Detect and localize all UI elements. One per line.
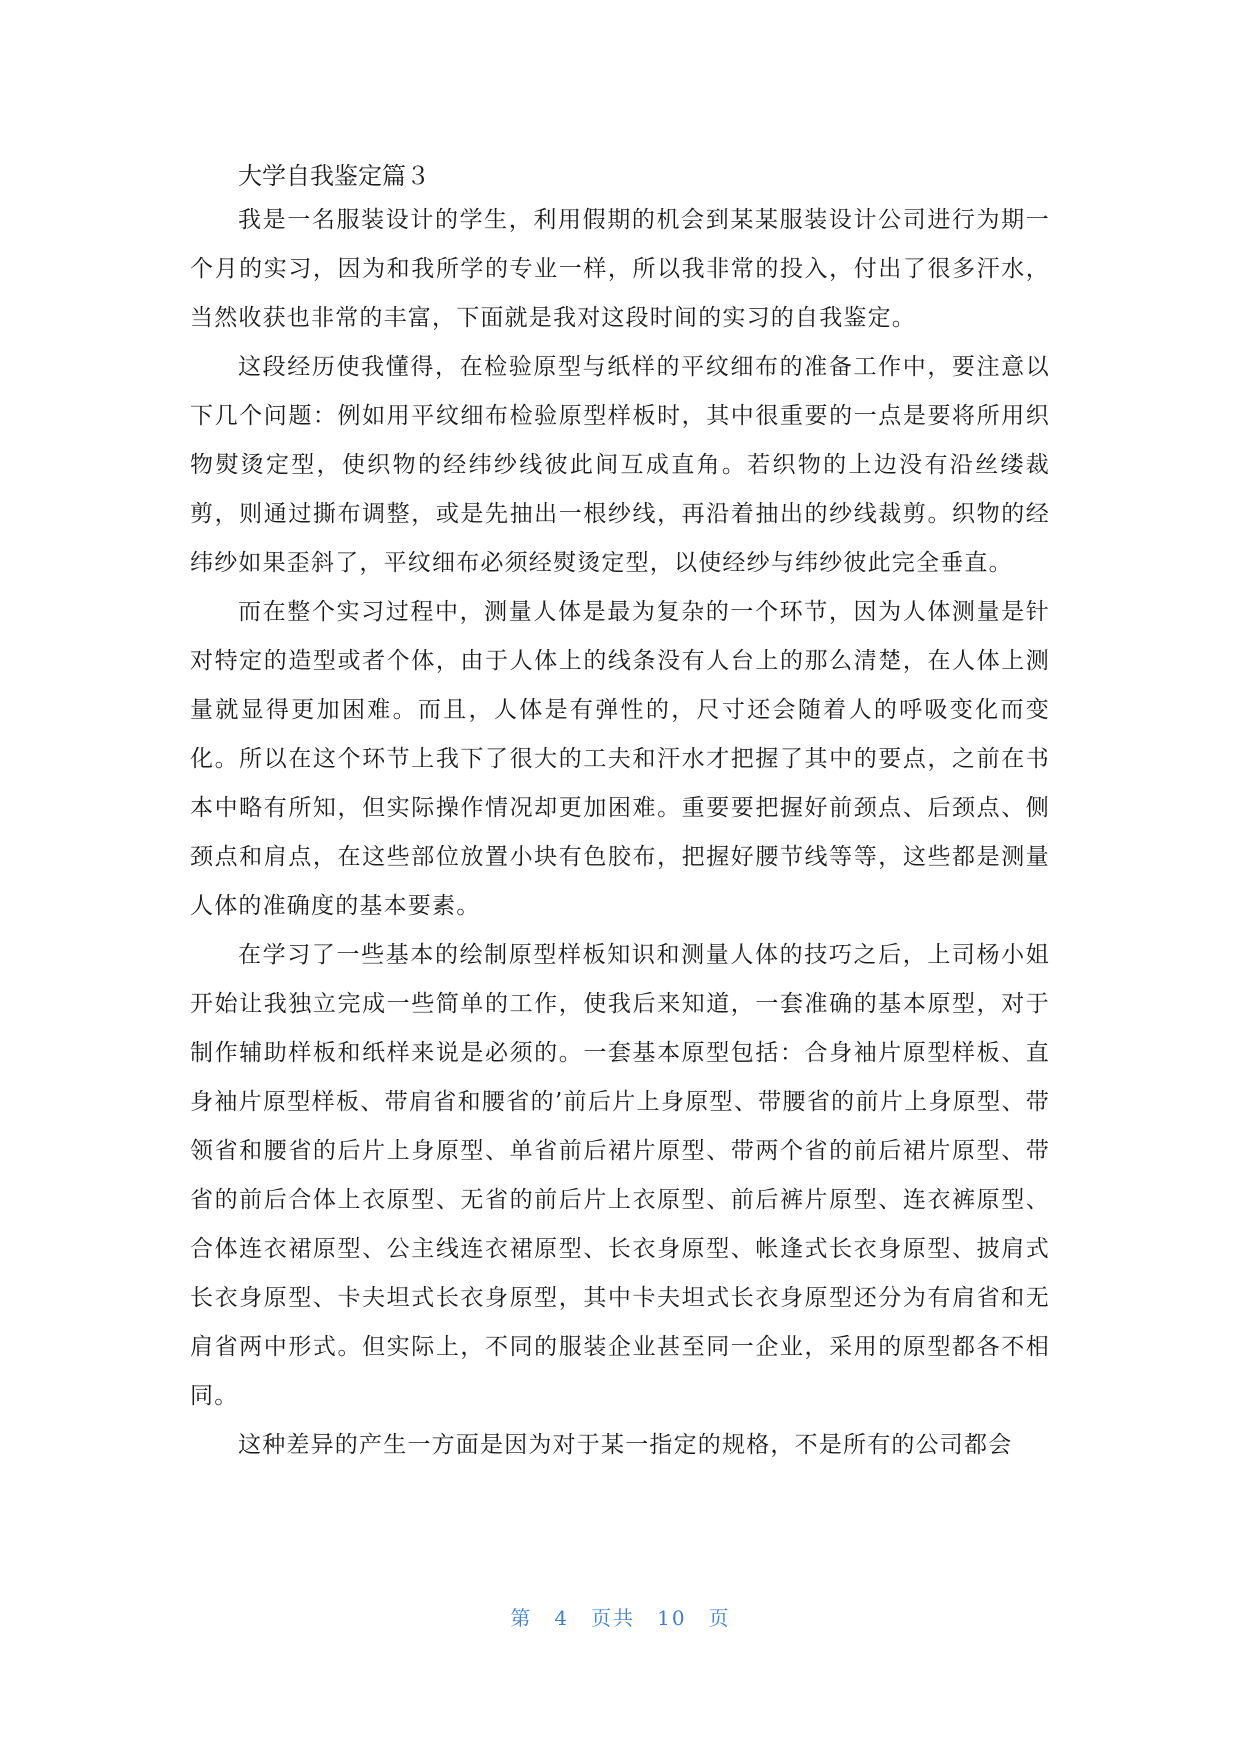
document-body	[190, 160, 1050, 1470]
paragraph-5: 这种差异的产生一方面是因为对于某一指定的规格，不是所有的公司都会	[238, 1432, 1013, 1458]
section-title: 大学自我鉴定篇３	[238, 162, 430, 190]
paragraph-2: 这段经历使我懂得，在检验原型与纸样的平纹细布的准备工作中，要注意以下几个问题：例如用平纹细布检验原型样板时，其中很重要的一点是要将所用织物熨烫定型，使织物的经纬纱线彼此间互成直角。若织物的上边没有沿丝缕裁剪，则通过撕布调整，或是先抽出一根纱线，再沿着抽出的纱线裁剪。织物的经纬纱如果歪斜了，平纹细布必须经熨烫定型，以使经纱与纬纱彼此完全垂直。	[190, 354, 1050, 576]
paragraph-1: 我是一名服装设计的学生，利用假期的机会到某某服装设计公司进行为期一个月的实习，因为和我所学的专业一样，所以我非常的投入，付出了很多汗水，当然收获也非常的丰富，下面就是我对这段时间的实习的自我鉴定。	[190, 207, 1050, 331]
page-number-footer: 第 4 页共 10 页	[510, 1606, 731, 1630]
paragraph-3: 而在整个实习过程中，测量人体是最为复杂的一个环节，因为人体测量是针对特定的造型或者个体，由于人体上的线条没有人台上的那么清楚，在人体上测量就显得更加困难。而且，人体是有弹性的，尺寸还会随着人的呼吸变化而变化。所以在这个环节上我下了很大的工夫和汗水才把握了其中的要点，之前在书本中略有所知，但实际操作情况却更加困难。重要要把握好前颈点、后颈点、侧颈点和肩点，在这些部位放置小块有色胶布，把握好腰节线等等，这些都是测量人体的准确度的基本要素。	[190, 599, 1050, 919]
paragraph-4: 在学习了一些基本的绘制原型样板知识和测量人体的技巧之后，上司杨小姐开始让我独立完成一些简单的工作，使我后来知道，一套准确的基本原型，对于制作辅助样板和纸样来说是必须的。一套基本原型包括：合身袖片原型样板、直身袖片原型样板、带肩省和腰省的’前后片上身原型、带腰省的前片上身原型、带领省和腰省的后片上身原型、单省前后裙片原型、带两个省的前后裙片原型、带省的前后合体上衣原型、无省的前后片上衣原型、前后裤片原型、连衣裤原型、合体连衣裙原型、公主线连衣裙原型、长衣身原型、帐逢式长衣身原型、披肩式长衣身原型、卡夫坦式长衣身原型，其中卡夫坦式长衣身原型还分为有肩省和无肩省两中形式。但实际上，不同的服装企业甚至同一企业，采用的原型都各不相同。	[190, 942, 1050, 1409]
